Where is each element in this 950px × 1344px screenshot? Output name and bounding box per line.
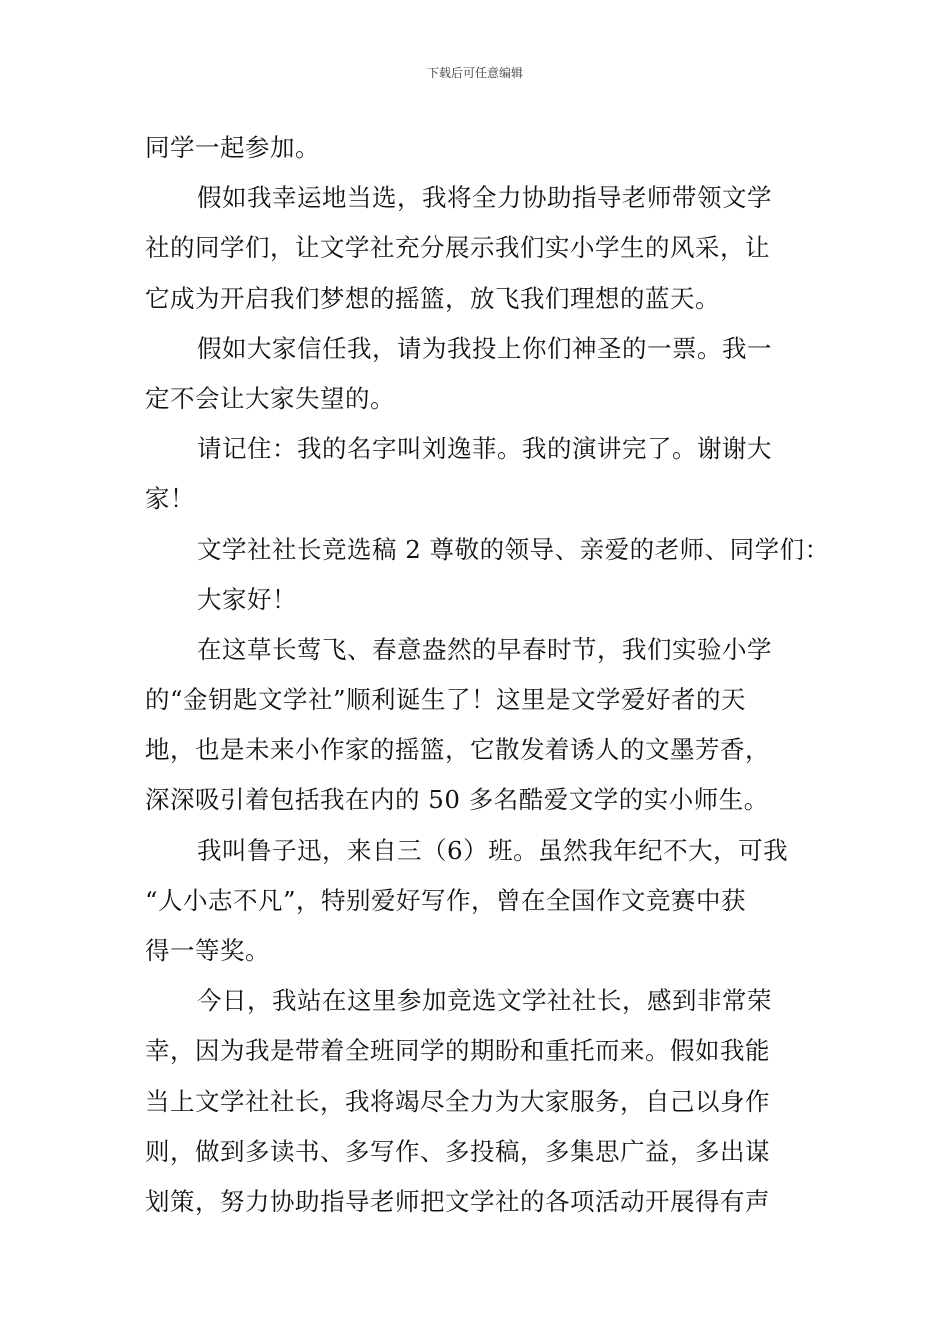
text-line: 我叫鲁子迅，来自三（6）班。虽然我年纪不大，可我 xyxy=(197,835,789,865)
text-line: 得一等奖。 xyxy=(145,936,270,965)
text-line: 在这草长莺飞、春意盎然的早春时节，我们实验小学 xyxy=(197,634,772,664)
text-line: 大家好！ xyxy=(197,584,297,614)
text-line: 幸，因为我是带着全班同学的期盼和重托而来。假如我能 xyxy=(145,1036,770,1066)
text-line: 定不会让大家失望的。 xyxy=(145,383,395,413)
text-line: 地，也是未来小作家的摇篮，它散发着诱人的文墨芳香， xyxy=(145,735,770,765)
text-line: 请记住：我的名字叫刘逸菲。我的演讲完了。谢谢大 xyxy=(197,434,772,464)
text-line: “人小志不凡”，特别爱好写作，曾在全国作文竞赛中获 xyxy=(145,885,747,915)
text-line: 它成为开启我们梦想的摇篮，放飞我们理想的蓝天。 xyxy=(145,283,720,313)
text-line: 的“金钥匙文学社”顺利诞生了！这里是文学爱好者的天 xyxy=(145,685,747,715)
text-line: 假如我幸运地当选，我将全力协助指导老师带领文学 xyxy=(197,183,772,213)
text-line: 社的同学们，让文学社充分展示我们实小学生的风采，让 xyxy=(145,233,770,263)
text-line: 深深吸引着包括我在内的 50 多名酷爱文学的实小师生。 xyxy=(145,785,769,815)
text-line: 家！ xyxy=(145,484,195,514)
text-line: 假如大家信任我，请为我投上你们神圣的一票。我一 xyxy=(197,333,772,363)
text-line: 今日，我站在这里参加竞选文学社社长，感到非常荣 xyxy=(197,986,772,1016)
text-line: 同学一起参加。 xyxy=(145,133,320,162)
text-line: 文学社社长竞选稿 2 尊敬的领导、亲爱的老师、同学们： xyxy=(197,534,830,564)
text-line: 当上文学社社长，我将竭尽全力为大家服务，自己以身作 xyxy=(145,1086,770,1116)
text-line: 划策，努力协助指导老师把文学社的各项活动开展得有声 xyxy=(145,1186,770,1216)
page-header: 下载后可任意编辑 xyxy=(426,66,523,80)
text-line: 则，做到多读书、多写作、多投稿，多集思广益，多出谋 xyxy=(145,1136,770,1166)
document-body xyxy=(145,123,830,1227)
